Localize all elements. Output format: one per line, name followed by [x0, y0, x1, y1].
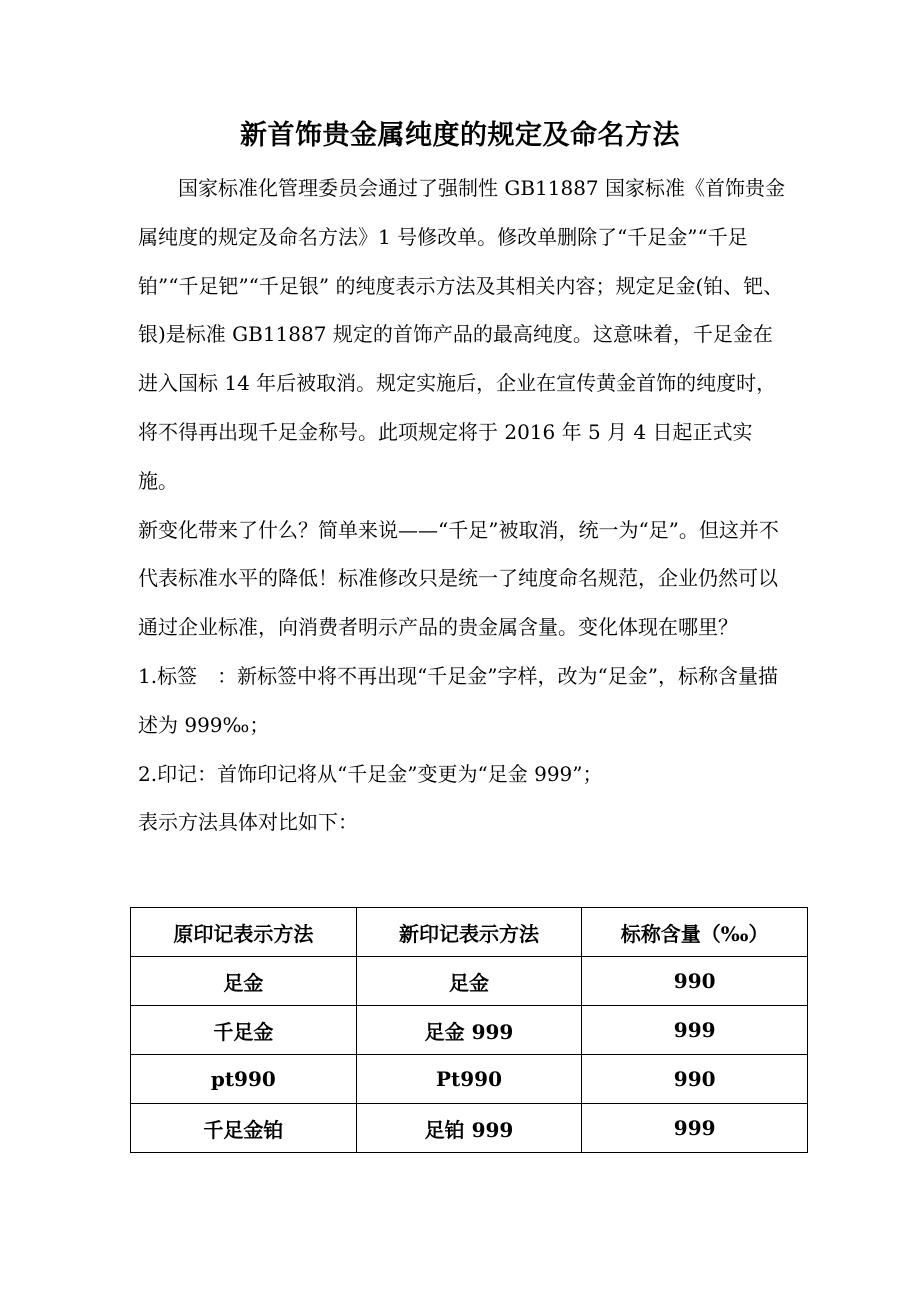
table-cell: 990	[582, 1055, 808, 1104]
table-cell: 足金 999	[356, 1006, 582, 1055]
comparison-table	[130, 907, 808, 1153]
table-row	[131, 957, 808, 1006]
table-header-cell: 标称含量（‰）	[582, 908, 808, 957]
document-title: 新首饰贵金属纯度的规定及命名方法	[240, 120, 680, 151]
table-header-cell: 原印记表示方法	[131, 908, 357, 957]
table-cell: 999	[582, 1104, 808, 1153]
paragraph-mark-item: 2.印记：首饰印记将从“千足金”变更为“足金 999”；	[138, 761, 603, 786]
paragraph-changes: 新变化带来了什么？简单来说——“千足”被取消，统一为“足”。但这并不代表标准水平的降低！标准修改只是统一了纯度命名规范，企业仍然可以通过企业标准，向消费者明示产品的贵金属含量。变化体现在哪里？	[138, 517, 779, 640]
comparison-table-wrapper	[130, 907, 808, 1153]
table-header-cell: 新印记表示方法	[356, 908, 582, 957]
document-body	[138, 164, 788, 847]
table-header-row	[131, 908, 808, 957]
table-cell: Pt990	[356, 1055, 582, 1104]
table-row	[131, 1055, 808, 1104]
table-cell: 足金	[131, 957, 357, 1006]
table-cell: 千足金铂	[131, 1104, 357, 1153]
table-cell: pt990	[131, 1055, 357, 1104]
table-row	[131, 1006, 808, 1055]
paragraph-intro: 国家标准化管理委员会通过了强制性 GB11887 国家标准《首饰贵金属纯度的规定及命名方法》1 号修改单。修改单删除了“千足金”“千足铂”“千足钯”“千足银” 的纯度表示方法及其相关内容；规定足金(铂、钯、银)是标准 GB11887 规定的首饰产品的最高纯度。这意味着，千足金在进入国标 14 年后被取消。规定实施后，企业在宣传黄金首饰的纯度时，将不得再出现千足金称号。此项规定将于 2016 年 5 月 4 日起正式实施。	[138, 176, 786, 493]
table-cell: 足金	[356, 957, 582, 1006]
table-cell: 足铂 999	[356, 1104, 582, 1153]
paragraph-table-intro: 表示方法具体对比如下：	[138, 810, 358, 835]
table-row	[131, 1104, 808, 1153]
table-cell: 千足金	[131, 1006, 357, 1055]
paragraph-label-item: 1.标签 ：新标签中将不再出现“千足金”字样，改为“足金”，标称含量描述为 999‰；	[138, 663, 778, 737]
table-cell: 999	[582, 1006, 808, 1055]
table-cell: 990	[582, 957, 808, 1006]
